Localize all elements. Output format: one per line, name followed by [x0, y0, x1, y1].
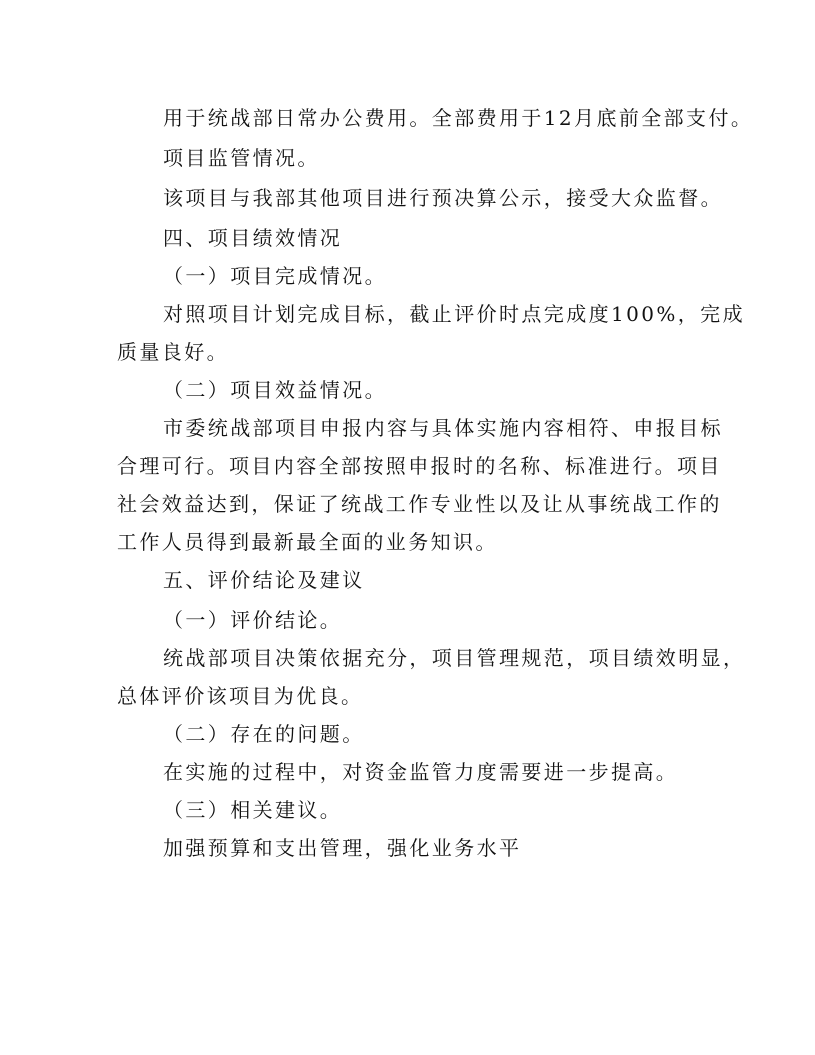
paragraph-line: 项目监管情况。 [163, 146, 320, 170]
paragraph-line: 工作人员得到最新最全面的业务知识。 [117, 530, 498, 554]
paragraph-line: 合理可行。项目内容全部按照申报时的名称、标准进行。项目 [117, 454, 722, 478]
subsection-heading: （二）项目效益情况。 [163, 378, 387, 402]
paragraph-line: 对照项目计划完成目标，截止评价时点完成度100%，完成 [163, 302, 745, 326]
subsection-heading: （二）存在的问题。 [163, 722, 365, 746]
subsection-heading: （一）项目完成情况。 [163, 264, 387, 288]
paragraph-line: 市委统战部项目申报内容与具体实施内容相符、申报目标 [163, 416, 723, 440]
subsection-heading: （一）评价结论。 [163, 608, 343, 632]
paragraph-line: 用于统战部日常办公费用。全部费用于12月底前全部支付。 [163, 106, 754, 130]
paragraph-line: 总体评价该项目为优良。 [117, 684, 364, 708]
paragraph-line: 社会效益达到，保证了统战工作专业性以及让从事统战工作的 [117, 492, 722, 516]
subsection-heading: （三）相关建议。 [163, 798, 343, 822]
paragraph-line: 加强预算和支出管理，强化业务水平 [163, 836, 522, 860]
section-heading: 四、项目绩效情况 [163, 226, 343, 250]
paragraph-line: 在实施的过程中，对资金监管力度需要进一步提高。 [163, 760, 679, 784]
paragraph-line: 该项目与我部其他项目进行预决算公示，接受大众监督。 [163, 186, 723, 210]
section-heading: 五、评价结论及建议 [163, 568, 365, 592]
paragraph-line: 统战部项目决策依据充分，项目管理规范，项目绩效明显， [163, 646, 746, 670]
paragraph-line: 质量良好。 [117, 340, 229, 364]
